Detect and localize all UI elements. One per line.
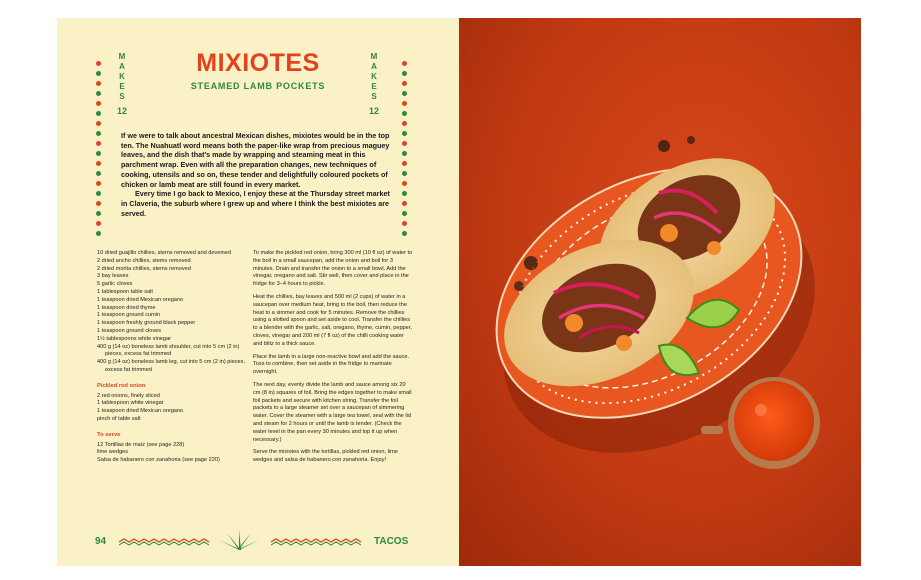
list-item: 1 teaspoon dried Mexican oregano: [97, 296, 184, 303]
book-spread: [57, 18, 861, 566]
pickled-list: [97, 393, 247, 424]
makes-count: 12: [116, 106, 127, 116]
left-page: [57, 18, 459, 566]
chapter-name: TACOS: [374, 536, 409, 547]
list-item: 12 Tortillas de maíz (see page 228): [97, 441, 185, 448]
tacos-photo: [459, 18, 861, 566]
list-item: 5 garlic cloves: [97, 281, 133, 288]
to-serve-heading: To serve: [97, 431, 121, 438]
list-item: 1 teaspoon ground cloves: [97, 327, 162, 334]
method-step: Serve the mixiotes with the tortillas, pickled red onion, lime wedges and salsa de habanero con zanahoria. Enjoy!: [253, 449, 398, 464]
intro-paragraph-2: Every time I go back to Mexico, I enjoy these at the Thursday street market in Claveria, the suburb where I grew up and where I think the best mixiotes are served.: [121, 189, 390, 218]
to-serve-list: [97, 442, 247, 465]
list-item: 1 teaspoon dried Mexican oregano: [97, 408, 184, 415]
pickled-heading: Pickled red onion: [97, 382, 146, 389]
list-item: 2 dried ancho chillies, stems removed: [97, 257, 191, 264]
ingredients-column: [97, 250, 247, 465]
list-item: Salsa de habanero con zanahoria (see page 220): [97, 457, 220, 464]
intro-paragraph-1: If we were to talk about ancestral Mexican dishes, mixiotes would be in the top ten. The Nuahuatl word means both the paper-like wrap from precious maguey leaves, and the dish that's made by wrapping and steaming meat in this parchment wrap. Even with all the preparation changes, new techniques of cooking, utensils and so on, these tender and delightfully coloured pockets of chicken or lamb meat are still found in every market.: [121, 131, 390, 189]
list-item: lime wedges: [97, 449, 129, 456]
zigzag-ornament-left: [119, 538, 209, 546]
list-item: 400 g (14 oz) boneless lamb shoulder, cut into 5 cm (2 in) pieces, excess fat trimmed: [97, 343, 240, 358]
method-step: To make the pickled red onion, bring 300 ml (10 fl oz) of water to the boil in a small saucepan, add the onion and boil for 3 minutes. Drain and transfer the onion to a small bowl. Add the vinegar, oregano and salt. Stir well, then cover and place in the fridge for 3–4 hours to pickle.: [253, 250, 413, 288]
list-item: 1 tablespoon table salt: [97, 288, 153, 295]
page-number: 94: [95, 536, 107, 547]
recipe-subtitle: STEAMED LAMB POCKETS: [190, 81, 326, 91]
list-item: 2 red onions, finely sliced: [97, 392, 160, 399]
method-step: The next day, evenly divide the lamb and sauce among six 20 cm (8 in) squares of foil. Bring the edges together to make small foil packets and secure with kitchen string. Transfer the foil packets to a large steamer set over a saucepan of simmering water. Cover the steamer with a large tea towel, seal with the lid and steam for 2 hours or until the lamb is tender. (Check the water level in the pan every 30 minutes and top it up when necessary.): [253, 381, 412, 443]
list-item: 400 g (14 oz) boneless lamb leg, cut into 5 cm (2 in) pieces, excess fat trimmed: [97, 359, 245, 373]
method-column: [253, 250, 413, 470]
list-item: 1½ tablespoons white vinegar: [97, 335, 172, 342]
intro-text: [121, 131, 391, 218]
method-step: Place the lamb in a large non-reactive bowl and add the sauce. Toss to combine, then set aside in the fridge to marinate overnight.: [253, 353, 410, 376]
zigzag-ornament-right: [271, 538, 361, 546]
page-footer: [57, 532, 459, 552]
makes-label: M A K E S: [370, 52, 378, 101]
list-item: 1 teaspoon ground cumin: [97, 312, 161, 319]
list-item: 3 bay leaves: [97, 273, 129, 280]
recipe-title: MIXIOTES: [196, 49, 320, 77]
makes-count: 12: [368, 106, 379, 116]
agave-icon: [217, 528, 261, 552]
list-item: 2 dried morita chillies, stems removed: [97, 265, 191, 272]
makes-label: M A K E S: [118, 52, 126, 101]
method-step: Heat the chillies, bay leaves and 500 ml (2 cups) of water in a saucepan over medium heat, bring to the boil, then reduce the heat to a simmer and cook for 5 minutes. Remove the chillies using a slotted spoon and set aside to cool. Transfer the chillies to a blender with the garlic, salt, oregano, thyme, cumin, pepper, cloves, vinegar and 200 ml (7 fl oz) of the chilli cooking water and blitz to a thick sauce.: [253, 293, 412, 347]
list-item: pinch of table salt: [97, 415, 141, 422]
list-item: 1 tablespoon white vinegar: [97, 400, 164, 407]
list-item: 1 teaspoon freshly ground black pepper: [97, 320, 196, 327]
method-steps: [253, 250, 413, 465]
food-photo-page: [459, 18, 861, 566]
list-item: 1 teaspoon dried thyme: [97, 304, 156, 311]
list-item: 10 dried guajillo chillies, stems removed and deveined: [97, 250, 232, 256]
ingredients-list: [97, 250, 247, 375]
